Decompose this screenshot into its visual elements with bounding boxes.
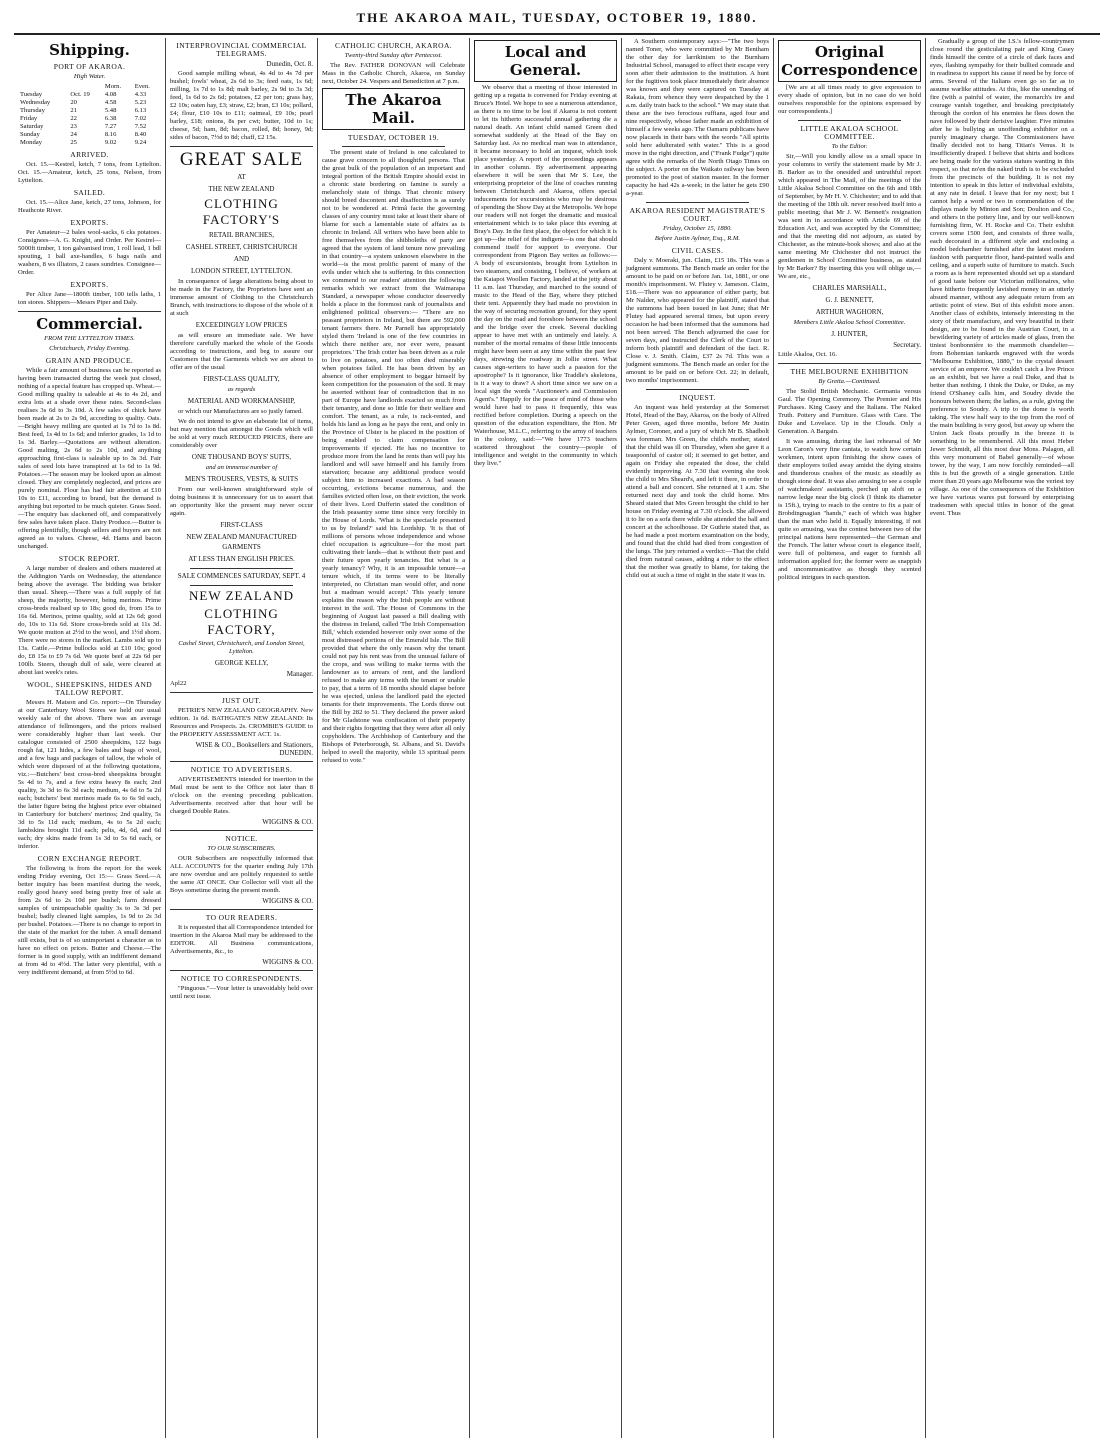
column-shipping-commercial	[14, 38, 166, 1438]
tide-row: Wednesday 20 4.58 5.23	[20, 99, 147, 106]
readers-heading: TO OUR READERS.	[205, 913, 278, 922]
exhibition-continued-body: Gradually a group of the I.S.'s fellow-countrymen close round the gesticulating pair and King Casey finds himself the centre of a circle of dark faces and eyes, flashing sympathy for their bullied comrade and in readiness to support his cause if need be by force of arms. Several of the Italians even go so far as to assume warlike attitudes. At this, like the unending of fire (with a painful of water, the monarch's ire and courage vanish together, and breaking precipitately through the cordon of his enemies he flees down the nave followed by their derisive laughter. Five minutes after he is bullying an unoffending exhibitor on a purely imaginary charge. The Commissioners have finally decided not to hang Titian's Venus. It is insufficiently draped. I believe that shirts and bodices are being made for the various statues wanting in this respect, so that no'en the naked truth is to be excluded from the precincts of the building. It is not my intention to speak in this letter of individual exhibits, at any rate in detail. I leave that for my next; but I cannot help a word or two in commendation of the displays made by Minton and Son; Doulton and Co., and others in the pottery line, and by our well-known furnishing firm, W. H. Rocke and Co. Their exhibit covers some 1500 feet, and consists of three walls, each decorated in a different style and enclosing a model bedchamber furnished after the latest modern fashion with parquetrie floor, hand-painted walls and ceiling, and a superb suite of furniture to match. Such a room as is here represented should set up a standard of good taste before our Victorian millionaires, who have hitherto frequently lavished money in an utterly absurd manner, without any adequate return from an artistic point of view. But of this exhibit more anon. Another class of exhibits, intensely interesting in the story of their manufacture, and very beautiful in their design, are to be found in the Austrian Court, in a bewildering variety of articles made of glass, from the tiniest bonbonnière to the mammoth chandelier—from Bohemian tankards engraved with the words "Melbourne Exhibition, 1880," to the crystal dessert service of an emperor. We couldn't catch a live Prince as an exhibit, but we have a real Duke, and that is better than nothing. I think the Duke, or Duke, as my friend O'Shaney calls him, and Soudry divide the honours between them; the ladies, as a rule, giving the preference to Soudry. A trip to the dome is worth taking. The view half way to the top from the roof of the main building is very good, but away up where the Union Jack floats proudly in the breeze it is something to be remembered. All this most Heber Jewer Schmidt, all this most dear Mons. Palagon, all this very monument of Babel generally—of whose tower, by the way, I am now forcibly reminded—all this is but the growth of a single generation. Little more than 20 years ago Melbourne was the veriest toy village. As one of the consequences of the Exhibition we have various wares put forward by enterprising tradesmen with special titles in honor of the great event. Thus	[930, 38, 1074, 517]
inquest-body: An inquest was held yesterday at the Somerset Hotel, Head of the Bay, Akaroa, on the body of Alfred Peter Green, aged three months, before Mr Justin Aylmer, Coroner, and a jury of which Mr B. Shadbolt was foreman. Mrs Green, the child's mother, stated that the child was ill on Thursday, when she gave it a teaspoonful of castor oil; it seemed to get better, and again on Friday she repeated the dose, the child evidently improving. At 7.30 that evening she took the child to Mrs Sheard's, and left it there, in order to attend a ball and concert. She returned at 1 a.m. She returned next day and took the child home. Mrs Sheard stated that Mrs Green brought the child to her house on Friday evening at 7.30 o'clock. She allowed it to lie on a sofa there while she attended the ball and concert at the schoolhouse. Dr Guthrie stated that, as he had made a post mortem examination on the body, and found that the child had died from congestion of the lungs. The jury returned a verdict:—That the child died from natural causes, adding a rider to the effect that the mother was greatly to blame, for taking the child out at such a time of night in the state it was in.	[626, 404, 769, 579]
tide-row: Monday 25 9.02 9.24	[20, 139, 147, 146]
advertisers-heading: NOTICE TO ADVERTISERS.	[190, 765, 293, 774]
sale-material: MATERIAL AND WORKMANSHIP,	[187, 397, 296, 405]
column-exhibition-continued	[926, 38, 1078, 1438]
church-body: The Rev. FATHER DONOVAN will Celebrate Mass in the Catholic Church, Akaroa, on Sunday next, October 24. Vespers and Benediction at 7 p.m.	[322, 62, 465, 85]
paper-date: TUESDAY, OCTOBER 19.	[347, 133, 440, 142]
sale-address-1: CASHEL STREET, CHRISTCHURCH	[185, 243, 298, 251]
signatory-role: Secretary.	[893, 341, 921, 349]
exports-text: Per Amateur—2 bales wool-sacks, 6 cks potatoes. Consignees—A. G. Knight, and Order. Per Kestrel—5000ft timber, 1 ton galvanised iron, 1 roll lead, 1 bdl spouting, 1 ball axe-handles, 6 bags nails and washers, 8 ws illiators, 2 cases sundries. Consignee—Order.	[18, 229, 161, 276]
corn-heading: CORN EXCHANGE REPORT.	[37, 854, 142, 863]
masthead: THE AKAROA MAIL, TUESDAY, OCTOBER 19, 1880.	[356, 10, 758, 25]
notice-subheading: TO OUR SUBSCRIBERS.	[207, 845, 276, 852]
port-heading: PORT OF AKAROA.	[53, 62, 126, 71]
court-heading: AKAROA RESIDENT MAGISTRATE'S COURT.	[629, 206, 766, 223]
divider	[170, 761, 313, 762]
exhibition-heading: THE MELBOURNE EXHIBITION	[790, 367, 909, 376]
editorial-body: The present state of Ireland is one calculated to cause grave concern to all thoughtful persons. That the great bulk of the population of an important and integral portion of the British Empire should exist in a chronic state bordering on famine is surely a melancholy state of things. That chronic misery should breed discontent and disaffection is as surely not to be wondered at. Primâ facie the governing classes of any country must take at least their share of blame for such a lamentable state of affairs as is chronic in Ireland. All writers who have been able to free themselves from the shibboleths of party are agreed that the system of land tenure now prevailing in that country—a system unknown elsewhere in the world—is the most prolific parent of many of the evils under which she is suffering. In this connection we commend to our readers' attention the following remarks which we extract from the Waimarapa Standard, a newspaper whose conductor deservedly holds a place in the foremost rank of journalists and enlightened political observers:— "There are no peasant proprietors in Ireland, but there are 592,000 tenant farmers there. Mr Parnell has appropriately styled them 'Ireland is one of the few countries in which there neither are, nor ever were, peasant proprietors.' The Irish cotter has been driven as a rule to live on potatoes, and too often died miserably when potatoes failed. He has been driven by an absence of other employment to beggar himself by keen competition for the possession of the soil. It may be asserted without fear of contradiction that in no part of Europe have landlords exacted so much from their tenantry, and done so little for their welfare and comfort. The tenant, as a rule, is rack-rented, and holds his land as long as he pays the rent, and only in the Province of Ulster is he placed in the position of being enabled to claim compensation for improvements if ejected. He has no incentive to produce more from the land he rents than will pay his landlord and will save himself and his family from starvation; because any additional produce would subject him to increased exactions. A bad season occurring, evictions became numerous, and the families evicted often lose, on their eviction, the work of their lives. Lord Dufferin stated the condition of the Irish peasantry some time since very forcibly in the House of Lords. 'What is the spectacle presented to us by Ireland?' said his Lordship. 'It is that of millions of persons whose independence and whose chief occupation is agriculture—for the most part cultivating their lands—that is without their past and their future upon yearly tenancies. But what is a yearly tenancy? Why, it is an impossible tenure—a tenure which, if its terms were to be literally interpreted, no Christian man would offer, and none but a madman would accept.' This yearly tenure explains the reason why the Irish people are without interest in the soil. The House of Commons in the beginning of August last passed a Bill dealing with the distress in Ireland, called 'The Irish Compensation Bill,' which extended however only over some of the most distressed portions of the Emerald Isle. The Bill provided that where the only reason why the tenant could not pay his rent was from the unusual failure of the crops, and was willing to make terms with the landowner as to arrears of rent, and the landlord refused to make any terms with the tenant or unable to pay, that a term of 18 months should elapse before he was ejected, unless the landlord paid the ejected tenants for their improvements. The Lords threw out the Bill by 282 to 51. They declared the power asked for Mr Gladstone was confiscation of their property and their rights forgetting that they were after all only copyholders. The Archbishop of Canterbury and the Bishops of Peterborough, St. Albans, and St. David's helped to swell the majority, while 13 spiritual peers refused to vote."	[322, 149, 465, 764]
signatory: J. HUNTER,	[831, 330, 868, 338]
dateline: Christchurch, Friday Evening.	[49, 345, 130, 352]
wool-report: Messrs H. Matson and Co. report:—On Thursday at our Canterbury Wool Stores we held our usual weekly sale of the above. There was an average attendance of fellmongers, and the prices realised were considerably higher than last week. Our catalogue consisted of 2500 sheepskins, 122 bags rough fat, 121 hides, a few bales and bags of wool, and a few bags and packages of tallow, the whole of which were disposed of at the following quotations, viz.:—Butchers' best cross-bred sheepskins brought 5s 4d to 7s, and a few extra heavy 8s each; 2nd quality, 3s 3d to 6s 3d each; medium, 4s 6d to 5s 2d each; butchers' best merinos made 6s to 6s 9d each, the latter figure being the highest price ever obtained in Canterbury for butchers' merinos; 2nd quality, 5s 3d to 5s 11d each; medium, 4s to 5s 2d each; lambskins brought 11d each; pelts, 4d, 6d, and 6d each; dry skins made from 1s 3d to 5s 6d each, or inferior.	[18, 699, 161, 850]
corn-report: The following is from the report for the week ending Friday evening, Oct 15:— Grass Seed.—A better inquiry has been manifest during the week, really good heavy seed being pretty free of sale at from 2s 6d to 2s 10d per bushel; farm dressed samples of unimpeachable quality 3s to 3s 3d per bushel; badly cleaned light samples, 1s 9d to 2s 3d per bushel. Potatoes.—There is no change to report in the state of the market for the tuber. A small demand still exists, but is of so unimportant a character as to have no effect on prices. Butter and Cheese.—The former is in good supply, with an indifferent demand at from 4d to 4½d. The latter very plentiful, with a very indifferent demand, at from 5½d to 6d.	[18, 865, 161, 976]
paper-title: The Akaroa Mail.	[322, 88, 465, 130]
nz-date-code: Apl22	[170, 680, 187, 687]
just-out-heading: JUST OUT.	[221, 696, 262, 705]
sailed-text: Oct. 15.—Alice Jane, ketch, 27 tons, Johnson, for Heathcote River.	[18, 199, 161, 214]
advertisers-body: ADVERTISEMENTS intended for insertion in the Mail must be sent to the Office not later than 8 o'clock on the evening preceding publication. Advertisements received after that hour will be charged Double Rates.	[170, 776, 313, 815]
sale-immense: and an immense number of	[205, 464, 278, 471]
sale-quality: FIRST-CLASS QUALITY,	[203, 375, 280, 383]
grain-report: While a fair amount of business can be reported as having been transacted during the week just closed, nothing of a special feature has cropped up. Wheat.—Good milling quality is saleable at 4s to 4s 2d, and extra lots at a shade over these rates. Second-class realises 3s 6d to 3s 10d. A few sales of chick have been made at 2s to 2s 9d, according to quality. Oats.—Bright heavy milling are quoted at 1s 7d to 1s 8d. Best feed, 1s 4d to 1s 6d; and inferior grades, 1s 1d to 1s 3d. Barley.—Quotations are without alteration. Good malting, 2s 6d to 2s 10d, and anything approaching first-class is saleable up to 3s 3d. Fair sales of seed lots have transpired at 1s 6d to 1s 9d. Potatoes.—The season may be looked upon as almost closed. They are completely neglected, and prices are purely nominal. Flour has had fair attention at £10 10s to £11, according to brand, but the demand is anything but reported to be much quieter. Grass Seed.—The enquiry has slackened off, and comparatively few sales have taken place. Dairy Produce.—Butter is offering plentifully, though sellers and buyers are not agreed as to values. Cheese, 4d. Hams and bacon unchanged.	[18, 367, 161, 550]
nz-address: Cashel Street, Christchurch, and London Street, Lyttelton.	[178, 640, 305, 655]
sale-body-1: In consequence of large alterations being about to be made in the Factory, the Proprietors have sent an immense amount of Clothing to the Christchurch Branch, with instructions to dispose of the whole of it at such	[170, 278, 313, 317]
divider	[798, 120, 901, 121]
notice-body: OUR Subscribers are respectfully informed that ALL ACCOUNTS for the quarter ending July 17th are now overdue and are politely requested to settle the same AT ONCE. Our Collector will visit all the Boys sometime during the present month.	[170, 855, 313, 894]
column-editorial	[318, 38, 470, 1438]
just-out-sign: WISE & CO., Booksellers and Stationers, DUNEDIN.	[195, 741, 313, 757]
telegram-place: Dunedin, Oct. 8.	[266, 60, 313, 68]
imports-text: Per Alice Jane—1800ft timber, 100 tells laths, 1 ton stores. Shippers—Messrs Piper and Daly.	[18, 291, 161, 306]
divider	[170, 146, 313, 147]
source-line: FROM THE LYTTELTON TIMES.	[44, 335, 135, 342]
school-to-editor: To the Editor.	[831, 143, 868, 150]
divider	[170, 692, 313, 693]
divider	[18, 311, 161, 312]
notice-heading: NOTICE.	[225, 834, 258, 843]
signatory: CHARLES MARSHALL,	[812, 284, 887, 292]
nz-manager-role: Manager.	[286, 670, 313, 678]
exports-heading: EXPORTS.	[70, 218, 109, 227]
sale-low-prices: EXCEEDINGLY LOW PRICES	[195, 321, 288, 329]
sale-address-2: LONDON STREET, LYTTELTON.	[190, 267, 293, 275]
nz-headline-2: CLOTHING FACTORY,	[204, 606, 279, 637]
church-subheading: Twenty-third Sunday after Pentecost.	[344, 52, 443, 59]
arrived-text: Oct. 15.—Kestrel, ketch, 7 tons, from Lyttelton. Oct. 15.—Amateur, ketch, 25 tons, Nelson, from Lyttelton.	[18, 161, 161, 184]
telegram-heading: INTERPROVINCIAL COMMERCIAL TELEGRAMS.	[176, 41, 307, 58]
tide-row: Saturday 23 7.27 7.52	[20, 123, 147, 130]
exhibition-byline: By Gretta.—Continued.	[818, 378, 881, 385]
sale-nz: THE NEW ZEALAND	[208, 185, 275, 193]
court-civil: CIVIL CASES.	[671, 246, 724, 255]
page-columns	[14, 38, 1100, 1438]
inquest-heading: INQUEST.	[679, 393, 716, 402]
sale-at: AT	[237, 173, 246, 181]
column-local-general	[470, 38, 622, 1438]
sale-first-class: FIRST-CLASS	[220, 521, 263, 529]
masthead-rule	[14, 33, 1100, 35]
wool-heading: WOOL, SHEEPSKINS, HIDES AND TALLOW REPORT.	[26, 680, 153, 697]
exhibition-synopsis: The Stolid British Mechanic. Germania versus Gaul. The Opening Ceremony. The Premier and His Purchases. King Casey and the Italians. The Naked Truth. Pottery and Furniture. Glass with Care. The Duke and Lovelace. Up in the Clouds. Only a Generation. A Bargain.	[778, 388, 921, 435]
arrived-heading: ARRIVED.	[70, 150, 109, 159]
southern-paragraph: A Southern contemporary says:—"The two boys named Toner, who were committed by Mr Bentham the other day for larrikinism to the Burnham Industrial School, managed to effect their escape very soon after their admission to the institution. A hunt for the fugitives took place immediately their absence was known and they were captured on Tuesday at Rakaia, from whence they were despatched by the 1 a.m. daily train back to the school." We may state that these are the two ferocious ruffians, aged four and nine respectively, whose father made an exhibition of himself a few weeks ago. The Oamaru publicans have now placards in their bars with the words "All spirits sold here adulterated with water." This is a good move in the right direction, and ("Frank Fudge") quite agree with the remarks of the North Otago Times on the subject. A porter on the Waikato railway has been promoted to the post of station master. In the former capacity he had 42s a-week; in the latter he gets £90 a-year.	[626, 38, 769, 197]
church-heading: CATHOLIC CHURCH, AKAROA.	[334, 41, 453, 50]
divider	[170, 970, 313, 971]
local-general-body: We observe that a meeting of those interested in getting up a regatta is convened for Friday evening at Bruce's Hotel. We hope to see a numerous attendance, as there is no time to be lost if Akaroa is not content to let its hitherto successful annual gathering die a natural death. An infant child named Green died somewhat suddenly at the Head of the Bay on Saturday last. As no medical man was in attendance, it became necessary to hold an inquest, which took place yesterday. A report of the proceedings appears in another column. By advertisement appearing elsewhere it will be seen that Mr S. Lee, the enterprising proprietor of the line of coaches running between Christchurch and Akaroa, offers special inducements for excursionists who may be desirous of spending the Show Day at the Metropolis. We hope our readers will not forget the dramatic and musical entertainment which is to take place this evening at Bray's Day. In the first place, the object for which it is got up—the relief of the indigent—is one that should commend itself for support to everyone. Our correspondent from Pigeon Bay writes as follows:—A body of excursionists, brought from Lyttelton in two steamers, and consisting, I believe, of workers at the Kaiapoi Woollen Factory, landed at the jetty about 11 a.m. last Thursday, and marched to the sound of music to the Head of the Bay, where they pitched their tent. Apparently they had made no provision in the way of securing recreation ground, for they spent the day on the road and foreshore between the school and the bridge over the creek. Several duckling appear to have met with an untimely end lately. A number of the mortal remains of these little innocents might have been seen at any time within the past few days, strewing the roadway in Jollie street. What causes sign-writers to have such a passion for the apostrophe? Is it ignorance, like Traddle's skeletons, is it a way to draw? A short time since we saw on a local sign the words "Auctioneer's and Commission Agent's." Happily for the peace of mind of those who would have had to pass it frequently, this was rectified before completion. During a speech on the question of the education expenditure, the Hon. Mr Waterhouse, M.L.C., referring to the army of teachers in the colony, said:—"We have 1773 teachers scattered throughout the country—people of intelligence and weight in the community in which they live."	[474, 84, 617, 467]
correspondents-heading: NOTICE TO CORRESPONDENTS.	[180, 974, 303, 983]
divider	[646, 389, 749, 390]
sale-body-2: as will ensure an immediate sale. We have therefore carefully marked the whole of the Goods according to instructions, and beg to assure our Customers that the Garments which we are about to offer are of the usual	[170, 332, 313, 371]
shipping-title: Shipping.	[49, 41, 130, 59]
sale-body-4: We do not intend to give an elaborate list of items, but may mention that amongst the Goods which will be sold at very much REDUCED PRICES, there are considerably over	[170, 418, 313, 449]
court-before: Before Justin Aylmer, Esq., R.M.	[654, 235, 741, 242]
even-label: Even.	[134, 83, 150, 90]
sale-nz-manufactured: NEW ZEALAND MANUFACTURED GARMENTS	[186, 533, 297, 551]
tide-row: Thursday 21 5.48 6.13	[20, 107, 147, 114]
advertisers-sign: WIGGINS & CO.	[262, 818, 313, 826]
editorial-disclaimer: [We are at all times ready to give expression to every shade of opinion, but in no case do we hold ourselves responsible for the opinions expressed by our correspondents.]	[778, 84, 921, 115]
divider	[190, 585, 293, 586]
signatory-role: Members Little Akaloa School Committee.	[793, 319, 906, 326]
just-out-body: PETRIE'S NEW ZEALAND GEOGRAPHY. New edition. 1s 6d. BATHGATE'S NEW ZEALAND: Its Resources and Prospects. 2s. CROMBIE'S GUIDE to the PROPERTY ASSESSMENT ACT. 1s.	[170, 707, 313, 738]
readers-body: It is requested that all Correspondence intended for insertion in the Akaroa Mail may be addressed to the EDITOR. All Business communications, Advertisements, &c., to	[170, 924, 313, 955]
readers-sign: WIGGINS & CO.	[262, 958, 313, 966]
divider	[170, 830, 313, 831]
notice-sign: WIGGINS & CO.	[262, 897, 313, 905]
column-advertisements	[166, 38, 318, 1438]
sale-regards: as regards	[227, 386, 256, 393]
high-water-label: High Water.	[73, 73, 106, 80]
commercial-title: Commercial.	[36, 315, 143, 333]
sale-headline: GREAT SALE	[179, 149, 304, 170]
sale-mens: MEN'S TROUSERS, VESTS, & SUITS	[184, 475, 299, 483]
letter-place-date: Little Akaloa, Oct. 16.	[778, 351, 837, 358]
column-correspondence	[774, 38, 926, 1438]
nz-headline-1: NEW ZEALAND	[189, 588, 294, 603]
court-date: Friday, October 15, 1880.	[663, 225, 732, 232]
divider	[342, 146, 445, 147]
signatory: G. J. BENNETT,	[825, 296, 874, 304]
tide-row: Friday 22 6.38 7.02	[20, 115, 147, 122]
local-general-title: Local and General.	[474, 40, 617, 82]
morn-label: Morn.	[104, 83, 122, 90]
correspondents-body: "Pinguous."—Your letter is unavoidably held over until next issue.	[170, 985, 313, 1000]
signatory: ARTHUR WAGHORN,	[815, 308, 884, 316]
sale-english-prices: AT LESS THAN ENGLISH PRICES.	[188, 555, 295, 563]
school-letter: Sir,—Will you kindly allow us a small space in your columns to verify the statement made by Mr J. B. Barker as to the onesided and untruthful report which appeared in The Mail, of the meetings of the Little Akaloa School Committee on the 6th and 18th of September, by Mr H. V. Chichester; and to add that the meeting of the 18th ult. never resolved itself into a public meeting; that Mr J. W. Bennett's resignation was sent in in accordance with Article 69 of the Education Act, and was accepted by the Committee; and that the meeting did not adjourn, as stated by Chichester, as the minute-book shows; and also at the same meeting Mr Chichester did not instruct the gentlemen in School Committee business, as stated by Mr Barker? By inserting this you will oblige us,—We are, etc.,	[778, 153, 922, 280]
sale-retail: RETAIL BRANCHES,	[209, 231, 274, 239]
telegram-text: Good sample milling wheat, 4s 4d to 4s 7d per bushel; fowls' wheat, 2s 6d to 3s; feed oats, 1s 6d; milling, 1s 7d to 1s 8d; malt barley, 2s 9d to 3s 3d; feed, 1s 6d to 2s 6d; potatoes, £2 per ton; grass hay, £2 10s; oaten hay, £3; straw, £2; bran, £3 10s; pollard, £4; flour, £10 10s to £11; oatmeal, £9 10s; pearl barley, £18; onions, 8s per cwt; butter, 10d to 1s; cheese, 5d; ham, 8d; bacon, rolled, 8d; honey, 9d; sides of bacon, 7½d to 8d; chaff, £2 15s.	[170, 70, 313, 141]
stock-heading: STOCK REPORT.	[58, 554, 121, 563]
column-court-inquest	[622, 38, 774, 1438]
nz-manager-name: GEORGE KELLY,	[214, 659, 269, 667]
tide-row: Sunday 24 8.16 8.40	[20, 131, 147, 138]
sale-body-3: or which our Manufactures are so justly famed.	[178, 408, 303, 415]
grain-heading: GRAIN AND PRODUCE.	[45, 356, 134, 365]
sale-date: SALE COMMENCES SATURDAY, SEPT. 4	[177, 572, 306, 580]
tide-table	[18, 83, 161, 147]
divider	[190, 568, 293, 569]
divider	[170, 909, 313, 910]
court-body: Daly v. Moeraki, jun. Claim, £15 18s. This was a judgment summons. The Bench made an order for the amount to be paid on or before Jan. 1st, 1881, or one month's imprisonment. W. Flutey v. Jameson. Claim, £18.—There was no appearance of either party, but Mr Nalder, who appeared for the plaintiff, stated that the summons had been issued in last June; that Mr Flutey had appeared several times, but upon every occasion he had been informed that the summons had not been served. The Bench adjourned the case for seven days, and instructed the Clerk of the Court to inform both plaintiff and defendant of the fact. R. Close v. J. Smith. Claim, £37 2s 7d. This was a judgment summons. The Bench made an order for the amount to be paid on or before Oct. 22; in default, two months' imprisonment.	[626, 257, 769, 384]
tide-header-row	[18, 83, 161, 91]
sale-and: AND	[233, 255, 250, 263]
tide-row: Tuesday Oct. 19 4.08 4.33	[20, 91, 147, 98]
correspondence-title: Original Correspondence	[778, 40, 921, 82]
exhibition-body: It was amusing, during the last rehearsal of Mr Leon Caron's very fine cantata, to watch how certain workmen, intent upon finishing the show cases of their employers toiled away amidst the dying strains and thunderous crashes of the music as steadily as though stone deaf. It was also amusing to see a couple of watchmakers' assistants, perched up aloft on a narrow ledge near the big clock (I think its diameter is 15ft.), trying to reach to the centre to fix a pair of Brobdingnagian "hands," each of which was higher than the man who held it. Equally interesting, if not quite so amusing, was the contest between two of the principal nations here represented—the German and the French. The latter whose court is elegance itself, were full of politeness, and eager to furnish all information applied for; the former were as snappish and uncommunicative as though they scented political intrigues in each question.	[778, 438, 922, 581]
divider	[778, 363, 921, 364]
sailed-heading: SAILED.	[73, 188, 106, 197]
sale-boys-suits: ONE THOUSAND BOYS' SUITS,	[191, 453, 292, 461]
sale-clothing-factory: CLOTHING FACTORY'S	[202, 196, 281, 227]
school-heading: LITTLE AKALOA SCHOOL COMMITTEE.	[800, 124, 899, 141]
sale-body-5: From our well-known straightforward style of doing business it is unnecessary for us to assert that an opportunity like the present may never occur again.	[170, 486, 313, 517]
divider	[646, 202, 749, 203]
stock-report: A large number of dealers and others mustered at the Addington Yards on Wednesday, the attendance being above the average. The bidding was brisker than usual. Sheep.—There was a full supply of fat sheep, the majority, however, being merinos. Prime cross-breds realised up to 18s; good do, from 15s to 16s 6d. Merinos, prime quality, sold at 12s 6d; good do, 10s to 11s 6d. Store cross-breds sold at 11s 3d. We quote mutton at 2½d to the wool, and 1½d shorn. There were no stores in the market. Lambs sold up to 13s. Cattle.—Prime bullocks sold at £10 10s; good do, £8 15s to £9 7s 6d. We quote beef at 22s 6d per 100lb. Steers, though dull of sale, were cleared at about last week's rates.	[18, 565, 161, 676]
imports-heading: EXPORTS.	[70, 280, 109, 289]
